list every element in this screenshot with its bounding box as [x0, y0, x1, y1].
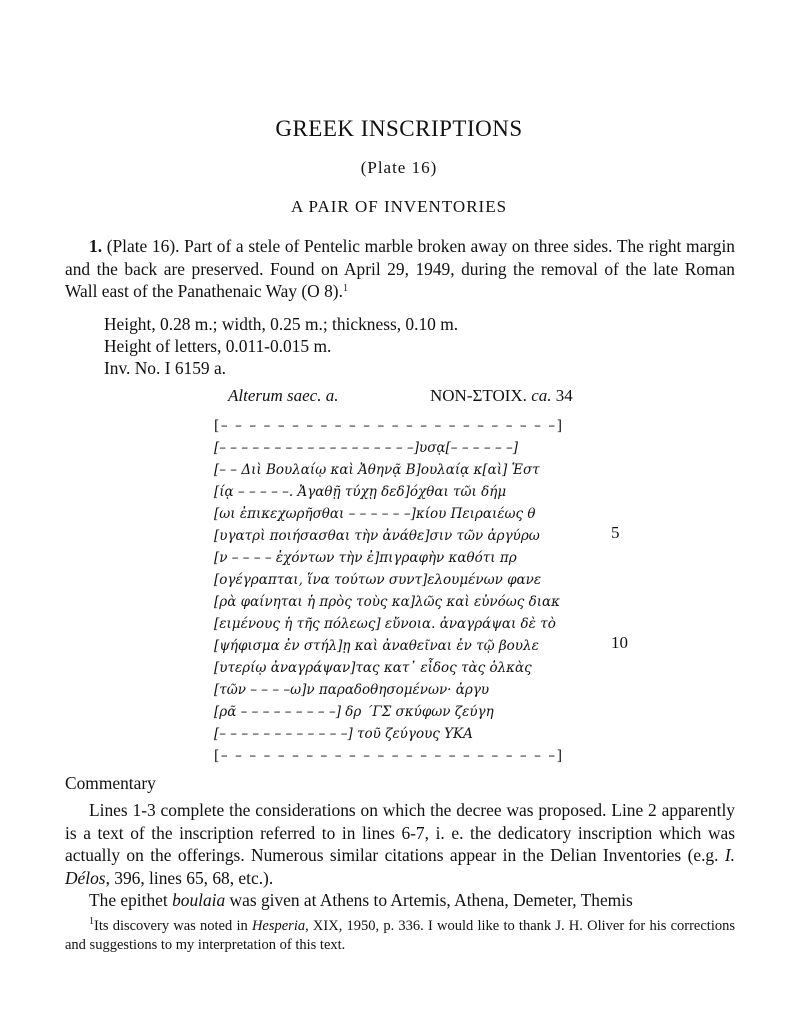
- inscription-line: [– – Διὶ Βουλαίῳ καὶ Ἀθηνᾷ Β]ουλαίᾳ κ[αὶ] Ἑστ: [214, 462, 540, 478]
- inscription-line: [υγατρὶ ποιήσασθαι τὴν ἀνάθε]σιν τῶν ἀργύρω: [214, 528, 540, 544]
- inscription-line: [ρᾶ – – – – – – – – –] δρ ΄ΓΣ σκύφων ζεύγη: [214, 704, 494, 720]
- commentary-paragraph: Lines 1-3 complete the considerations on which the decree was proposed. Line 2 apparently is a text of the inscription referred to in lines 6-7, i. e. the dedicatory inscription which was actually on the offerings. Numerous similar citations appear in the Delian Inventories (e.g. I. Délos, 396, lines 65, 68, etc.).: [65, 800, 735, 888]
- section-title: A PAIR OF INVENTORIES: [290, 197, 508, 216]
- inscription-line: [– – – – – – – – – – – – – – – – – –]υσᾳ[– – – – – –]: [214, 440, 519, 456]
- letter-count: 34: [555, 386, 573, 405]
- object-metadata: [104, 313, 458, 379]
- letter-height: Height of letters, 0.011-0.015 m.: [104, 336, 332, 356]
- footnote: $^1$Its discovery was noted in Hesperia, XIX, 1950, p. 336. I would like to thank J. H. Oliver for his corrections and suggestions to my interpretation of this text.: [65, 916, 735, 953]
- plate-label: (Plate 16): [360, 158, 438, 177]
- inscription-line: [υτερίῳ ἀναγράψαν]τας κατ᾽ εἶδος τὰς ὁλκὰς: [214, 660, 532, 676]
- inscription-line: [ίᾳ – – – – –. Ἀγαθῇ τύχῃ δεδ]όχθαι τῶι δήμ: [214, 484, 507, 500]
- inscription-line: [τῶν – – – –ω]ν παραδοθησομένων· ἀργυ: [214, 682, 490, 698]
- footnote-ref: 1: [342, 283, 348, 294]
- inscription-line: [– – – – – – – – – – – – – – – – – – – – – – – –]: [214, 418, 564, 434]
- page-title: GREEK INSCRIPTIONS: [275, 116, 523, 141]
- line-number-10: 10: [611, 633, 628, 652]
- ca-label: ca.: [531, 386, 552, 405]
- commentary-paragraph: The epithet boulaia was given at Athens to Artemis, Athena, Demeter, Themis: [89, 890, 633, 910]
- inscription-line: [ειμένους ἡ τῆς πόλεως] εὔνοια. ἀναγράψαι δὲ τὸ: [214, 616, 556, 632]
- inscription-style: [430, 386, 573, 406]
- commentary-heading: Commentary: [65, 773, 156, 793]
- intro-paragraph: [65, 235, 735, 303]
- entry-number: 1.: [89, 236, 103, 256]
- commentary-text: [65, 799, 735, 912]
- line-number-5: 5: [611, 523, 620, 542]
- inscription-date: Alterum saec. a.: [228, 386, 339, 405]
- style-label: NON-ΣΤΟΙΧ.: [430, 386, 527, 405]
- inscription-line: [ψήφισμα ἐν στήλ]ῃ καὶ ἀναθεῖναι ἐν τῷ βουλε: [214, 638, 539, 654]
- inscription-line: [ρὰ φαίνηται ἡ πρὸς τοὺς κα]λῶς καὶ εὐνόως διακ: [214, 594, 561, 610]
- inscription-line: [– – – – – – – – – – – – – – – – – – – – – – – –]: [214, 748, 564, 764]
- footnote-marker: 1: [89, 916, 94, 927]
- intro-text: (Plate 16). Part of a stele of Pentelic marble broken away on three sides. The right margin and the back are preserved. Found on April 29, 1949, during the removal of the late Roman Wall east of the Panathenaic Way (O 8).: [65, 236, 735, 301]
- inventory-number: Inv. No. I 6159 a.: [104, 358, 227, 378]
- inscription-line: [ογέγραπται, ἵνα τούτων συντ]ελουμένων φανε: [214, 572, 542, 588]
- inscription-line: [ωι ἐπικεχωρῆσθαι – – – – – –]κίου Πειραιέως θ: [214, 506, 536, 522]
- dimensions: Height, 0.28 m.; width, 0.25 m.; thickness, 0.10 m.: [104, 314, 459, 334]
- inscription-line: [– – – – – – – – – – – –] τοῦ ζεύγους ΥΚΑ: [214, 726, 473, 742]
- inscription-line: [ν – – – – ἐχόντων τὴν ἐ]πιγραφὴν καθότι πρ: [214, 550, 517, 566]
